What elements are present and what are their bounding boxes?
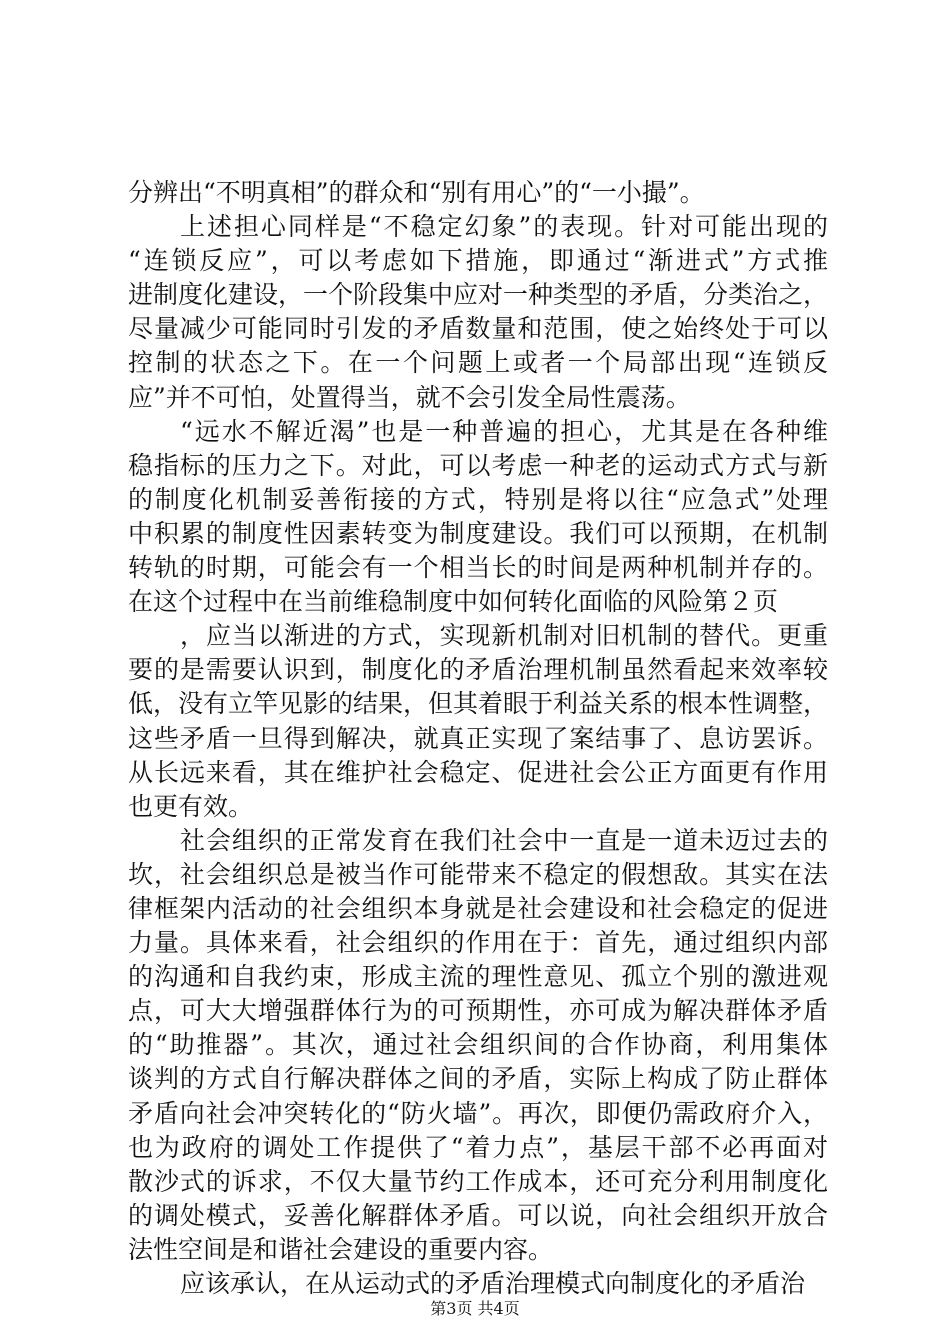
text-line: 应”并不可怕，处置得当，就不会引发全局性震荡。 [128, 382, 691, 412]
text-line: 在这个过程中在当前维稳制度中如何转化面临的风险第２页 [128, 587, 779, 617]
text-line: “连锁反应”，可以考虑如下措施，即通过“渐进式”方式推 [128, 246, 828, 276]
paragraph [128, 619, 828, 824]
paragraph [128, 824, 828, 1267]
text-line: 社会组织的正常发育在我们社会中一直是一道未迈过去的 [180, 825, 828, 855]
text-line: 也为政府的调处工作提供了“着力点”，基层干部不必再面对 [128, 1132, 828, 1162]
text-line: 的调处模式，妥善化解群体矛盾。可以说，向社会组织开放合 [128, 1200, 828, 1230]
text-line: 矛盾向社会冲突转化的“防火墙”。再次，即便仍需政府介入， [128, 1098, 828, 1128]
text-line: 法性空间是和谐社会建设的重要内容。 [128, 1234, 554, 1264]
text-line: 坎，社会组织总是被当作可能带来不稳定的假想敌。其实在法 [128, 859, 828, 889]
document-body [128, 176, 828, 1301]
paragraph [128, 1267, 828, 1301]
text-line: “远水不解近渴”也是一种普遍的担心，尤其是在各种维 [180, 416, 828, 446]
text-line: 应该承认，在从运动式的矛盾治理模式向制度化的矛盾治 [180, 1269, 806, 1298]
text-line: 散沙式的诉求，不仅大量节约工作成本，还可充分利用制度化 [128, 1166, 828, 1196]
text-line: 控制的状态之下。在一个问题上或者一个局部出现“连锁反 [128, 348, 828, 378]
text-line: 的“助推器”。其次，通过社会组织间的合作协商，利用集体 [128, 1030, 828, 1060]
text-line: ，应当以渐进的方式，实现新机制对旧机制的替代。更重 [180, 621, 828, 651]
text-line: 从长远来看，其在维护社会稳定、促进社会公正方面更有作用 [128, 757, 828, 787]
text-line: 力量。具体来看，社会组织的作用在于：首先，通过组织内部 [128, 928, 828, 958]
text-line: 低，没有立竿见影的结果，但其着眼于利益关系的根本性调整， [128, 689, 828, 719]
text-line: 尽量减少可能同时引发的矛盾数量和范围，使之始终处于可以 [128, 314, 828, 344]
text-line: 点，可大大增强群体行为的可预期性，亦可成为解决群体矛盾 [128, 996, 828, 1026]
text-line: 谈判的方式自行解决群体之间的矛盾，实际上构成了防止群体 [128, 1064, 828, 1094]
page-footer: 第3页 共4页 [430, 1299, 520, 1318]
text-line: 分辨出“不明真相”的群众和“别有用心”的“一小撮”。 [128, 178, 705, 207]
text-line: 稳指标的压力之下。对此，可以考虑一种老的运动式方式与新 [128, 450, 828, 480]
text-line: 进制度化建设，一个阶段集中应对一种类型的矛盾，分类治之， [128, 280, 828, 310]
text-line: 律框架内活动的社会组织本身就是社会建设和社会稳定的促进 [128, 893, 828, 923]
paragraph [128, 176, 828, 210]
text-line: 上述担心同样是“不稳定幻象”的表现。针对可能出现的 [180, 212, 828, 242]
text-line: 要的是需要认识到，制度化的矛盾治理机制虽然看起来效率较 [128, 655, 828, 685]
paragraph [128, 415, 828, 620]
text-line: 也更有效。 [128, 791, 254, 821]
text-line: 这些矛盾一旦得到解决，就真正实现了案结事了、息访罢诉。 [128, 723, 828, 753]
paragraph [128, 210, 828, 415]
text-line: 的沟通和自我约束，形成主流的理性意见、孤立个别的激进观 [128, 962, 828, 992]
text-line: 的制度化机制妥善衔接的方式，特别是将以往“应急式”处理 [128, 484, 828, 514]
text-line: 中积累的制度性因素转变为制度建设。我们可以预期，在机制 [128, 518, 828, 548]
text-line: 转轨的时期，可能会有一个相当长的时间是两种机制并存的。 [128, 553, 828, 583]
